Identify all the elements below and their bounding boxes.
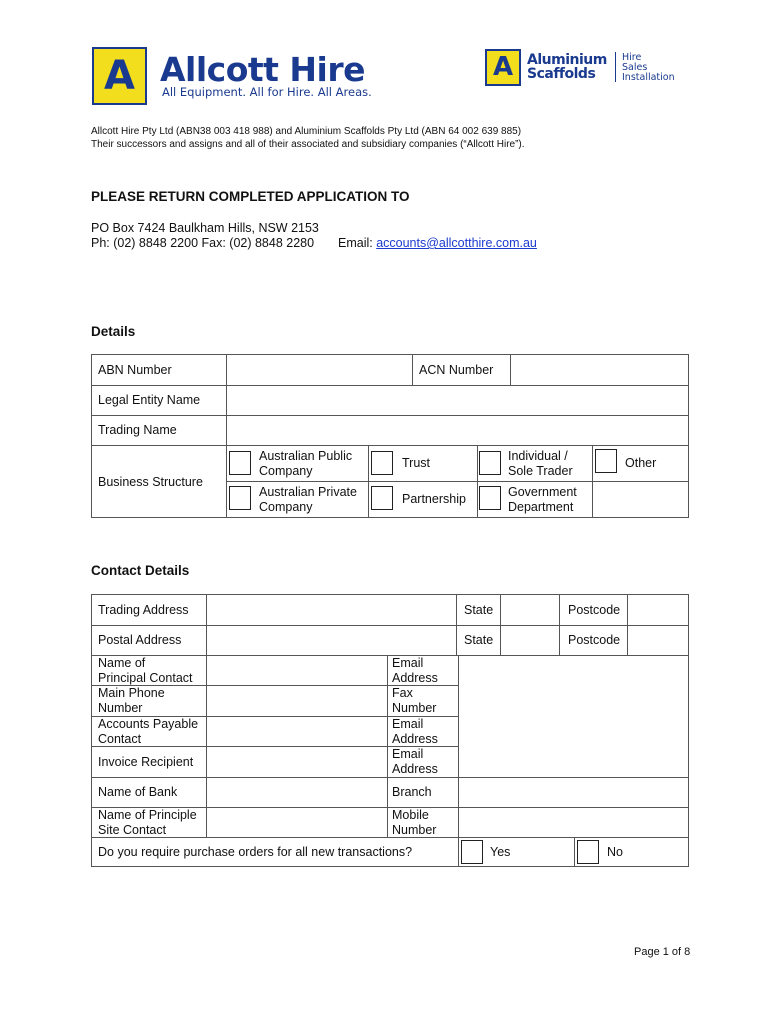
service-installation: Installation bbox=[622, 72, 675, 83]
accounts-payable-label-line2: Contact bbox=[98, 732, 142, 746]
aluminium-brand-line2: Scaffolds bbox=[527, 66, 596, 82]
accounts-payable-label-line1: Accounts Payable bbox=[98, 717, 199, 731]
individual-label bbox=[508, 449, 573, 479]
service-hire: Hire bbox=[622, 52, 642, 63]
business-structure-label: Business Structure bbox=[98, 475, 203, 489]
po-yes-label: Yes bbox=[490, 845, 511, 859]
main-phone-field[interactable] bbox=[207, 686, 386, 715]
allcott-tagline: All Equipment. All for Hire. All Areas. bbox=[162, 85, 372, 99]
structure-col-divider bbox=[477, 445, 478, 517]
fax-label-line1: Fax bbox=[392, 686, 413, 700]
invoice-email-label bbox=[392, 747, 438, 777]
postal-address-label: Postal Address bbox=[98, 633, 182, 647]
principal-contact-label-line1: Name of bbox=[98, 656, 146, 670]
intro-line-1: Allcott Hire Pty Ltd (ABN38 003 418 988) and Aluminium Scaffolds Pty Ltd (ABN 64 002 639 885) bbox=[91, 126, 522, 137]
state-divider bbox=[456, 595, 457, 655]
contact-row-line bbox=[458, 837, 688, 838]
main-phone-label bbox=[98, 686, 165, 716]
trust-label: Trust bbox=[402, 456, 431, 470]
invoice-email-label-line1: Email bbox=[392, 747, 424, 761]
structure-col-divider bbox=[592, 445, 593, 517]
site-contact-field[interactable] bbox=[207, 808, 386, 836]
accounts-payable-label bbox=[98, 717, 198, 747]
bank-name-label: Name of Bank bbox=[98, 785, 178, 799]
allcott-logo-letter: A bbox=[104, 53, 135, 99]
return-phone-fax: Ph: (02) 8848 2200 Fax: (02) 8848 2280 bbox=[91, 236, 315, 250]
trading-postcode-label: Postcode bbox=[568, 603, 621, 617]
site-contact-label bbox=[98, 808, 197, 838]
individual-label-line1: Individual / bbox=[508, 449, 568, 463]
other-checkbox[interactable] bbox=[595, 449, 617, 473]
principal-email-label bbox=[392, 656, 438, 686]
principal-email-field[interactable] bbox=[459, 656, 689, 685]
invoice-email-field[interactable] bbox=[459, 747, 689, 776]
principal-email-label-line1: Email bbox=[392, 656, 424, 670]
other-label: Other bbox=[625, 456, 657, 470]
government-label-line1: Government bbox=[508, 485, 577, 499]
branch-label: Branch bbox=[392, 785, 432, 799]
accounts-payable-field[interactable] bbox=[207, 717, 386, 746]
structure-col-divider bbox=[368, 445, 369, 517]
accounts-email-label bbox=[392, 717, 438, 747]
principal-contact-field[interactable] bbox=[207, 656, 386, 685]
abn-label: ABN Number bbox=[98, 363, 172, 377]
return-heading: PLEASE RETURN COMPLETED APPLICATION TO bbox=[91, 189, 410, 204]
aus-public-label-line2: Company bbox=[259, 464, 313, 478]
mobile-label bbox=[392, 808, 436, 838]
aluminium-logo-letter: A bbox=[492, 52, 514, 82]
principal-contact-label bbox=[98, 656, 193, 686]
invoice-email-label-line2: Address bbox=[392, 762, 438, 776]
branch-field[interactable] bbox=[459, 778, 689, 806]
page-number: Page 1 of 8 bbox=[634, 946, 691, 958]
postcode-divider bbox=[559, 595, 560, 655]
po-no-checkbox[interactable] bbox=[577, 840, 599, 864]
aus-private-label-line1: Australian Private bbox=[259, 485, 357, 499]
fax-label-line2: Number bbox=[392, 701, 437, 715]
aus-public-label-line1: Australian Public bbox=[259, 449, 353, 463]
aluminium-brand-line1: Aluminium bbox=[527, 52, 607, 68]
principal-contact-label-line2: Principal Contact bbox=[98, 671, 193, 685]
return-address: PO Box 7424 Baulkham Hills, NSW 2153 bbox=[91, 221, 319, 235]
yes-no-divider bbox=[574, 837, 575, 866]
trading-name-field[interactable] bbox=[227, 416, 689, 444]
main-phone-label-line1: Main Phone bbox=[98, 686, 165, 700]
aus-private-label-line2: Company bbox=[259, 500, 313, 514]
mobile-field[interactable] bbox=[459, 808, 689, 836]
fax-label bbox=[392, 686, 436, 716]
postal-postcode-label: Postcode bbox=[568, 633, 621, 647]
allcott-brand-name: Allcott Hire bbox=[160, 50, 366, 89]
trading-state-label: State bbox=[464, 603, 494, 617]
details-row-line bbox=[92, 445, 688, 446]
mobile-label-line2: Number bbox=[392, 823, 437, 837]
invoice-recipient-field[interactable] bbox=[207, 747, 386, 776]
aus-public-checkbox[interactable] bbox=[229, 451, 251, 475]
partnership-checkbox[interactable] bbox=[371, 486, 393, 510]
postal-state-label: State bbox=[464, 633, 494, 647]
accounts-email-label-line2: Address bbox=[392, 732, 438, 746]
details-table bbox=[91, 354, 689, 518]
aus-private-label bbox=[259, 485, 357, 515]
legal-entity-label: Legal Entity Name bbox=[98, 393, 201, 407]
partnership-label: Partnership bbox=[402, 492, 466, 506]
legal-entity-field[interactable] bbox=[227, 386, 689, 414]
return-email-line bbox=[338, 235, 537, 251]
main-phone-label-line2: Number bbox=[98, 701, 143, 715]
accounts-email-field[interactable] bbox=[459, 717, 689, 746]
po-no-label: No bbox=[607, 845, 623, 859]
right-label-divider bbox=[387, 655, 388, 837]
email-link[interactable]: accounts@allcotthire.com.au bbox=[376, 236, 537, 250]
government-label-line2: Department bbox=[508, 500, 574, 514]
aluminium-services bbox=[622, 53, 675, 83]
details-structure-line bbox=[226, 481, 688, 482]
po-yes-checkbox[interactable] bbox=[461, 840, 483, 864]
bank-name-field[interactable] bbox=[207, 778, 386, 806]
details-heading: Details bbox=[91, 324, 136, 339]
abn-field[interactable] bbox=[227, 356, 411, 384]
fax-field[interactable] bbox=[459, 686, 689, 715]
po-question: Do you require purchase orders for all new transactions? bbox=[98, 845, 413, 859]
trust-checkbox[interactable] bbox=[371, 451, 393, 475]
details-acn-divider bbox=[412, 355, 413, 385]
accounts-email-label-line1: Email bbox=[392, 717, 424, 731]
individual-label-line2: Sole Trader bbox=[508, 464, 573, 478]
invoice-recipient-label: Invoice Recipient bbox=[98, 755, 194, 769]
individual-checkbox[interactable] bbox=[479, 451, 501, 475]
mobile-label-line1: Mobile bbox=[392, 808, 429, 822]
aus-public-label bbox=[259, 449, 352, 479]
email-label: Email: bbox=[338, 236, 377, 250]
intro-line-2: Their successors and assigns and all of their associated and subsidiary companies (“Allcott Hire”). bbox=[91, 139, 525, 150]
trading-postcode-field[interactable] bbox=[628, 596, 689, 624]
site-contact-label-line2: Site Contact bbox=[98, 823, 167, 837]
postal-address-field[interactable] bbox=[207, 626, 455, 654]
trading-address-label: Trading Address bbox=[98, 603, 189, 617]
postal-postcode-field[interactable] bbox=[628, 626, 689, 654]
site-contact-label-line1: Name of Principle bbox=[98, 808, 197, 822]
principal-email-label-line2: Address bbox=[392, 671, 438, 685]
trading-address-field[interactable] bbox=[207, 596, 455, 624]
trading-state-field[interactable] bbox=[501, 596, 558, 624]
trading-name-label: Trading Name bbox=[98, 423, 177, 437]
logo-divider bbox=[615, 52, 616, 82]
contact-heading: Contact Details bbox=[91, 563, 190, 578]
acn-field[interactable] bbox=[511, 356, 689, 384]
contact-table bbox=[91, 594, 689, 867]
government-label bbox=[508, 485, 577, 515]
postal-state-field[interactable] bbox=[501, 626, 558, 654]
service-sales: Sales bbox=[622, 62, 648, 73]
aus-private-checkbox[interactable] bbox=[229, 486, 251, 510]
government-checkbox[interactable] bbox=[479, 486, 501, 510]
acn-label: ACN Number bbox=[419, 363, 494, 377]
